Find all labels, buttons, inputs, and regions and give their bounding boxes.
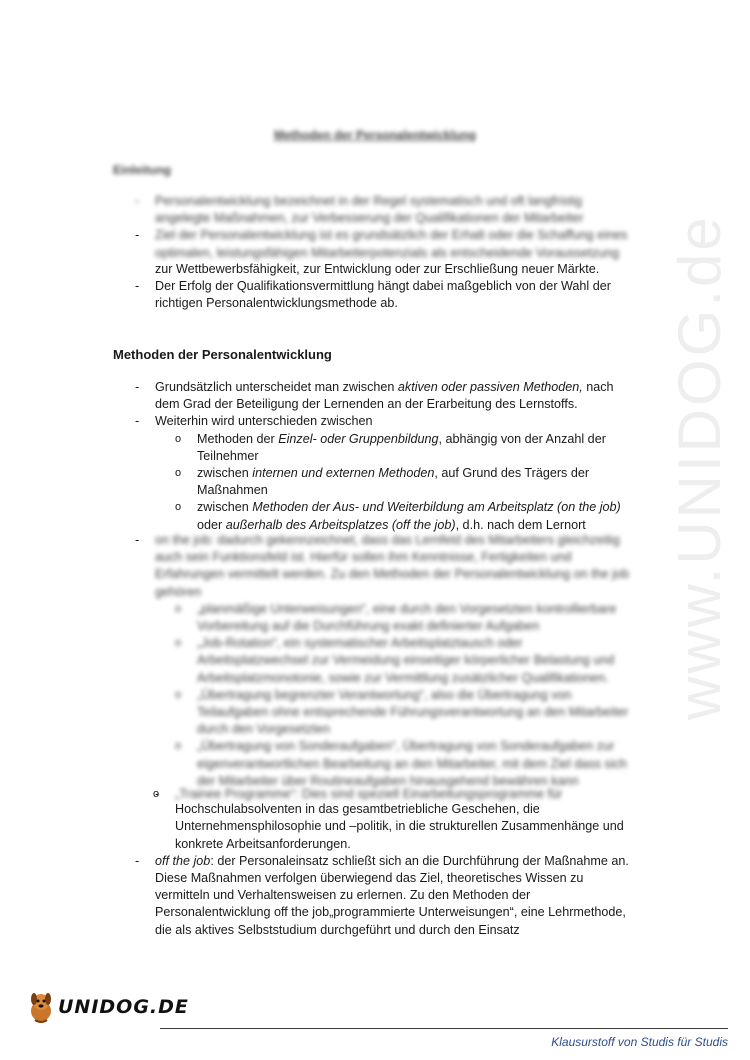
emphasis: Einzel- oder Gruppenbildung [278,431,439,446]
document-title: Methoden der Personalentwicklung [273,128,477,142]
text: zwischen [197,500,253,515]
off-the-job-text: : der Personaleinsatz schließt sich an die Durchführung der Maßnahme an. Diese Maßnahmen verfolgen überwiegend das Ziel, theoretisches Wissen zu vermitteln und Verhaltensweisen zu erlernen. Zu den Methoden der Personalentwicklung off the job„programmierte Unterweisungen“, eine Lehrmethode, die als aktives Selbststudium durchgeführt und durch den Einsatz [155,853,629,937]
emphasis: aktiven oder passiven Methoden, [397,380,583,394]
intro-heading: Einleitung [113,163,171,177]
on-the-job-list [133,532,633,790]
emphasis: internen und externen Methoden [252,466,435,481]
text: nach dem Grad der Beteiligung der Lernenden an der Erarbeitung des Lernstoffs. [155,380,614,412]
on-the-job-sublist [175,601,633,790]
methods-list [133,379,633,534]
intro-item [133,193,633,227]
emphasis: off the job [155,853,211,868]
text: Grundsätzlich unterscheidet man zwischen [155,380,398,394]
unidog-logo [26,990,189,1024]
methods-subitem [175,431,633,465]
logo-text: UNIDOG.DE [58,996,189,1018]
trainee-item [153,786,633,853]
off-the-job-item [133,853,633,939]
trainee-sublist [153,786,633,853]
emphasis: außerhalb des Arbeitsplatzes (off the job) [225,517,456,532]
methods-item [133,379,633,413]
text: , d.h. nach dem Lernort [455,517,586,532]
methods-subitem [175,465,633,499]
footer-slogan: Klausurstoff von Studis für Studis [551,1035,728,1049]
intro-list [133,193,633,312]
trainee-text: Hochschulabsolventen in das gesamtbetriebliche Geschehen, die Unternehmensphilosophie und –politik, in die strukturellen Zusammenhänge und konkrete Arbeitsanforderungen. [175,802,624,851]
methods-heading: Methoden der Personalentwicklung [113,347,332,362]
after-list [133,786,633,939]
intro-item [133,278,633,312]
on-the-job-subitem: o „Übertragung begrenzter Verantwortung“, also die Übertragung von Teilaufgaben ohne entsprechende Führungsverantwortung an den Mitarbeiter durch den Vorgesetzten [175,687,633,739]
text: , abhängig von der Anzahl der Teilnehmer [197,431,606,463]
intro-item-text: - Ziel der Personalentwicklung ist es grundsätzlich der Erhalt oder die Schaffung eines optimalen, leistungsfähigen Mitarbeiterpotenzials als entscheidende Voraussetzung [155,228,628,260]
on-the-job-subitem: o „Übertragung von Sonderaufgaben“, Übertragung von Sonderaufgaben zur eigenverantwortlichen Bearbeitung an den Mitarbeiter, mit dem Ziel dass sich der Mitarbeiter über Routineaufgaben hinausgehend bewähren kann [175,738,633,790]
intro-item-text: Der Erfolg der Qualifikationsvermittlung hängt dabei maßgeblich von der Wahl der richtigen Personalentwicklungsmethode ab. [155,279,611,311]
text: , auf Grund des Trägers der Maßnahmen [197,466,590,498]
on-the-job-text: - on the job: dadurch gekennzeichnet, dass das Lernfeld des Mitarbeiters gleichzeitig auch sein Funktionsfeld ist. Hierfür sollen ihm Kenntnisse, Fertigkeiten und Erfahrungen vermittelt werden. Zu den Methoden der Personalentwicklung on the job gehören [155,533,629,599]
on-the-job-subitem: o „planmäßige Unterweisungen“, eine durch den Vorgesetzten kontrollierbare Vorbereitung auf die Durchführung exakt definierter Aufgaben [175,601,633,635]
on-the-job-item [133,532,633,790]
text: Weiterhin wird unterschieden zwischen [155,414,373,429]
intro-item-text-continued: zur Wettbewerbsfähigkeit, zur Entwicklung oder zur Erschließung neuer Märkte. [155,261,600,276]
on-the-job-subitem: o „Job-Rotation“, ein systematischer Arbeitsplatztausch oder Arbeitsplatzwechsel zur Vermeidung einseitiger körperlicher Belastung und Arbeitsplatzmonotonie, sowie zur Vermittlung zusätzlicher Qualifikationen. [175,635,633,687]
text: zwischen [197,466,253,481]
methods-subitem [175,499,633,533]
intro-item-text: Personalentwicklung bezeichnet in der Regel systematisch und oft langfristig angelegte Maßnahmen, zur Verbesserung der Qualifikationen der Mitarbeiter [155,194,584,226]
intro-item [133,227,633,278]
footer-divider [160,1028,728,1029]
dog-icon [26,990,56,1024]
methods-sublist [175,431,633,534]
text: oder [197,517,226,532]
emphasis: Methoden der Aus- und Weiterbildung am Arbeitsplatz (on the job) [252,500,621,515]
trainee-text-blurred: o - „Trainee Programme“: Dies sind speziell Einarbeitungsprogramme für [175,787,563,801]
text: Methoden der [197,431,279,446]
methods-item [133,413,633,533]
watermark: www.UNIDOG.de [666,214,733,720]
trainee-subitem [153,786,633,853]
